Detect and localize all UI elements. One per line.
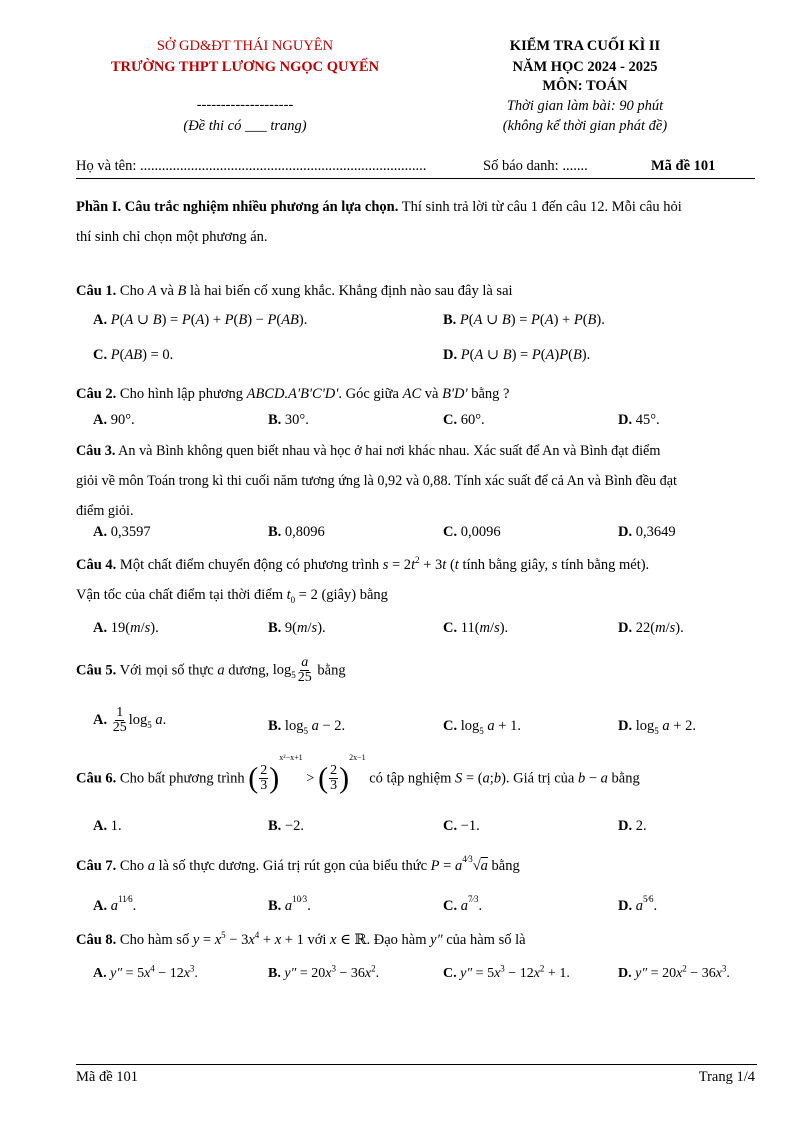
exam-code: Mã đề 101 (651, 158, 716, 174)
question-text: bằng ? (467, 386, 510, 402)
question-label: Câu 3. (76, 443, 116, 459)
option-d[interactable]: D. $y'' = 20x^2 - 36x^3$. (618, 963, 730, 981)
question-text: Cho (116, 858, 148, 874)
option-d[interactable]: D. 22(m/s). (618, 620, 684, 636)
question-3-options (93, 524, 773, 544)
option-b[interactable]: B. 9(m/s). (268, 620, 326, 636)
question-1-options-row-2 (93, 347, 773, 367)
info-divider (76, 178, 755, 179)
option-c[interactable]: C. $\log_5 a + 1$. (443, 718, 521, 736)
question-text: Với mọi số thực (116, 662, 218, 679)
question-7: Câu 7. Cho a là số thực dương. Giá trị rút gọn của biểu thức $P = a^{4⁄3}√a$ bằng (76, 854, 520, 874)
question-text: với (303, 932, 331, 948)
option-c[interactable]: C. 11(m/s). (443, 620, 509, 636)
question-5: Câu 5. Với mọi số thực a dương, $\log_5$ $\frac{a}{25}$ bằng (76, 655, 346, 685)
page-number: Trang 1/4 (698, 1069, 755, 1085)
question-label: Câu 7. (76, 858, 117, 874)
option-c[interactable]: C. $y'' = 5x^3 - 12x^2 + 1$. (443, 963, 570, 981)
question-1-options-row-1 (93, 312, 773, 332)
question-text: dương, (224, 662, 273, 679)
option-b[interactable]: B. 0,8096 (268, 524, 325, 540)
option-a[interactable]: A. $y'' = 5x^4 - 12x^3$. (93, 963, 198, 981)
school-year: NĂM HỌC 2024 - 2025 (512, 59, 658, 75)
option-b[interactable]: B. $\log_5 a - 2$. (268, 718, 346, 736)
question-text: bằng (487, 858, 520, 874)
option-b[interactable]: B. 30°. (268, 412, 309, 428)
option-a[interactable]: A. 1. (93, 818, 122, 834)
option-a[interactable]: A. P(A ∪ B) = P(A) + P(B) − P(AB). (93, 312, 308, 328)
question-1: Câu 1. Cho A và B là hai biến cố xung khắc. Khẳng định nào sau đây là sai (76, 283, 513, 299)
option-d[interactable]: D. 0,3649 (618, 524, 676, 540)
option-a[interactable]: A. 0,3597 (93, 524, 151, 540)
option-d[interactable]: D. 45°. (618, 412, 660, 428)
option-c[interactable]: C. 60°. (443, 412, 485, 428)
question-label: Câu 6. (76, 770, 117, 787)
option-d[interactable]: D. P(A ∪ B) = P(A)P(B). (443, 347, 591, 363)
footer-exam-code: Mã đề 101 (76, 1069, 139, 1085)
question-text: Cho hàm số (116, 932, 193, 948)
question-6-options (93, 818, 773, 838)
part1-instructions (76, 192, 756, 252)
option-d[interactable]: D. $\log_5 a + 2$. (618, 718, 696, 736)
pages-note: (Đề thi có ___ trang) (183, 118, 307, 134)
part1-desc: Thí sinh trả lời từ câu 1 đến câu 12. Mỗi câu hỏi (398, 199, 682, 215)
question-text: và (421, 386, 443, 402)
question-5-options (93, 706, 773, 750)
footer-divider (76, 1064, 757, 1065)
question-label: Câu 1. (76, 283, 117, 299)
subject: MÔN: TOÁN (542, 78, 628, 94)
option-d[interactable]: D. $a^{5⁄6}$. (618, 894, 658, 914)
question-4-options (93, 620, 773, 640)
question-6: Câu 6. Cho bất phương trình ( $\frac{2}{3}$ )$^{x^2-x+1}$ > ( $\frac{2}{3}$ )$^{2x-1}$ có tập nghiệm S = (a;b). Giá trị của b − a bằng (76, 753, 640, 795)
time-limit: Thời gian làm bài: 90 phút (506, 98, 664, 114)
question-3 (76, 436, 756, 526)
question-text: bằng (607, 770, 640, 787)
option-c[interactable]: C. −1. (443, 818, 480, 834)
question-text: tính bằng mét). (557, 557, 650, 573)
question-text: Một chất điểm chuyển động có phương trình (116, 557, 383, 573)
question-text: là số thực dương. Giá trị rút gọn của biểu thức (154, 858, 431, 874)
student-name-field: Họ và tên: ............................................................................... (76, 158, 427, 174)
question-label: Câu 5. (76, 662, 117, 679)
option-a[interactable]: A. 90°. (93, 412, 135, 428)
option-c[interactable]: C. 0,0096 (443, 524, 501, 540)
question-text: và (156, 283, 178, 299)
question-text: An và Bình không quen biết nhau và học ở hai nơi khác nhau. Xác suất để An và Bình đạt điểm (115, 443, 661, 459)
question-text: Cho (116, 283, 148, 299)
question-text: giỏi về môn Toán trong kì thi cuối năm tương ứng là 0,92 và 0,88. Tính xác suất để cả An và Bình đều đạt (76, 473, 677, 489)
time-note: (không kể thời gian phát đề) (502, 118, 668, 134)
question-text: Vận tốc của chất điểm tại thời điểm (76, 587, 287, 603)
option-c[interactable]: C. P(AB) = 0. (93, 347, 174, 363)
question-label: Câu 8. (76, 932, 117, 948)
school-name: TRƯỜNG THPT LƯƠNG NGỌC QUYẾN (110, 59, 380, 75)
option-a[interactable]: A. $a^{11⁄6}$. (93, 894, 137, 914)
question-text: (giây) bằng (317, 587, 388, 603)
department-name: SỞ GD&ĐT THÁI NGUYÊN (156, 38, 334, 54)
option-c[interactable]: C. $a^{7⁄3}$. (443, 894, 483, 914)
question-2-options (93, 412, 773, 432)
question-8-options (93, 963, 773, 986)
student-id-field: Số báo danh: ....... (483, 158, 588, 174)
header-dashes: -------------------- (196, 97, 294, 113)
question-label: Câu 2. (76, 386, 117, 402)
option-b[interactable]: B. P(A ∪ B) = P(A) + P(B). (443, 312, 605, 328)
option-d[interactable]: D. 2. (618, 818, 647, 834)
question-text: Cho hình lập phương (116, 386, 247, 402)
question-text: của hàm số là (442, 932, 526, 948)
part1-title: Phần I. Câu trắc nghiệm nhiều phương án lựa chọn. (76, 199, 399, 215)
question-text: điểm giỏi. (76, 503, 134, 519)
question-4: Câu 4. Một chất điểm chuyển động có phương trình $s = 2t^2 + 3t$ (t tính bằng giây, s tính bằng mét). Vận tốc của chất điểm tại thời điểm $t_0 = 2$ (giây) bằng (76, 555, 650, 605)
question-8: Câu 8. Cho hàm số $y = x^5 - 3x^4 + x + 1$ với x ∈ ℝ. Đạo hàm y″ của hàm số là (76, 930, 526, 948)
question-text: là hai biến cố xung khắc. Khẳng định nào sau đây là sai (186, 283, 513, 299)
exam-title: KIỂM TRA CUỐI KÌ II (509, 38, 661, 54)
part1-desc-2: thí sinh chỉ chọn một phương án. (76, 229, 268, 245)
question-text: Cho bất phương trình (116, 770, 249, 787)
option-a[interactable]: A. 19(m/s). (93, 620, 159, 636)
question-text: bằng (313, 662, 346, 679)
option-b[interactable]: B. −2. (268, 818, 304, 834)
question-text: . Đạo hàm (366, 932, 431, 948)
question-text: tính bằng giây, (458, 557, 552, 573)
question-text: . Giá trị của (505, 770, 578, 787)
question-label: Câu 4. (76, 557, 117, 573)
option-b[interactable]: B. $y'' = 20x^3 - 36x^2$. (268, 963, 380, 981)
question-text: . Góc giữa (338, 386, 403, 402)
option-a[interactable]: A. $\frac{1}{25}$ $\log_5 a$. (93, 705, 167, 735)
option-b[interactable]: B. $a^{10⁄3}$. (268, 894, 311, 914)
question-text: có tập nghiệm (365, 770, 456, 787)
question-2: Câu 2. Cho hình lập phương ABCD.A'B'C'D'. Góc giữa AC và B'D' bằng ? (76, 386, 510, 402)
question-7-options (93, 894, 773, 918)
